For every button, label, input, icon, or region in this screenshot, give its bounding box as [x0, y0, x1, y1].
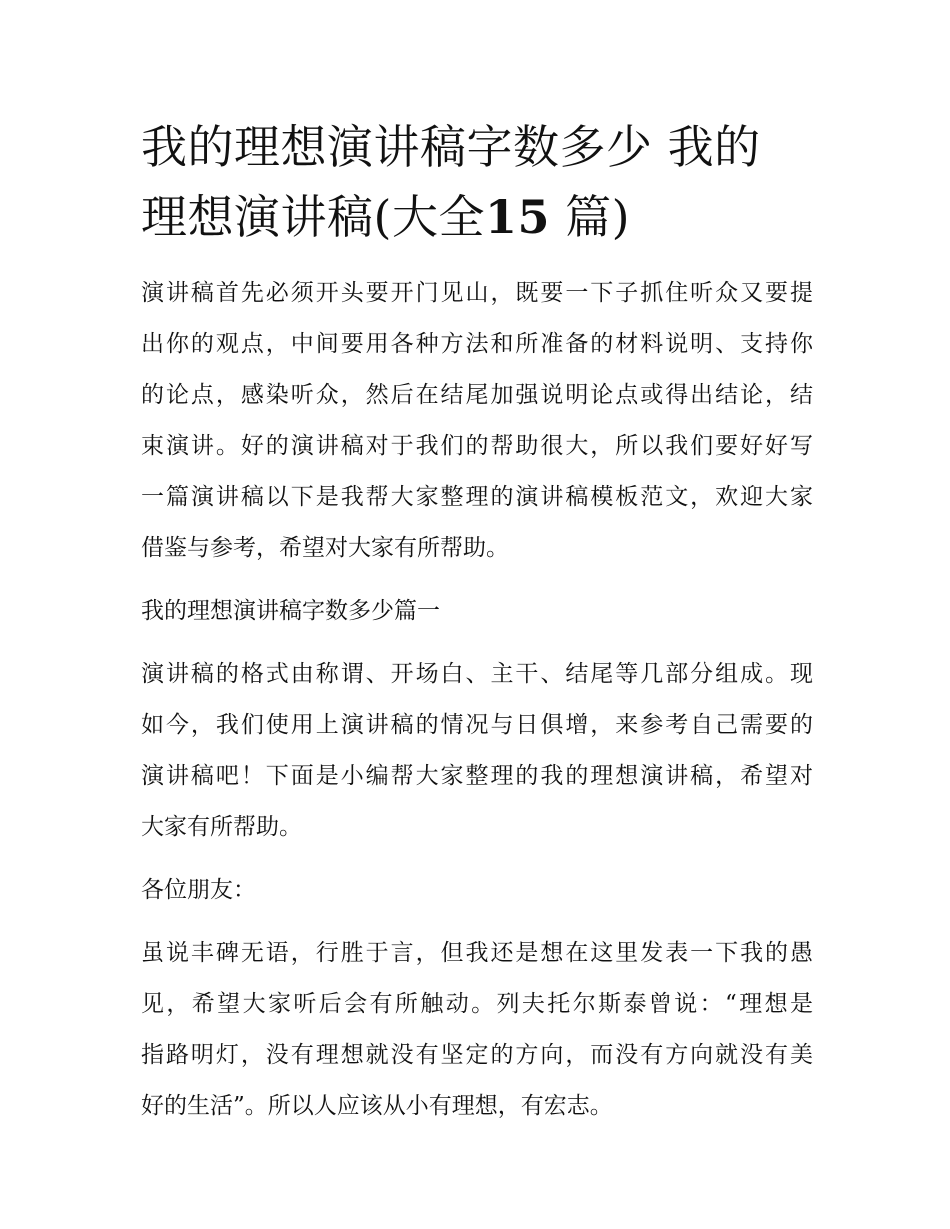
paragraph-line: 演讲稿的格式由称谓、开场白、主干、结尾等几部分组成。现: [141, 661, 813, 687]
paragraph-line: 我的理想演讲稿字数多少篇一: [141, 598, 440, 624]
paragraph: [141, 268, 813, 574]
paragraph-list: [141, 268, 813, 1132]
paragraph: [141, 649, 813, 853]
title-text-part2: 理想演讲稿(大全: [141, 190, 485, 244]
document-title: [141, 112, 813, 252]
paragraph-line: 指路明灯，没有理想就没有坚定的方向，而没有方向就没有美: [141, 1042, 813, 1068]
paragraph-line: 的论点，感染听众，然后在结尾加强说明论点或得出结论，结: [141, 382, 813, 408]
paragraph-line: 一篇演讲稿以下是我帮大家整理的演讲稿模板范文，欢迎大家: [141, 484, 813, 510]
paragraph-line: 虽说丰碑无语，行胜于言，但我还是想在这里发表一下我的愚: [141, 940, 813, 966]
title-text-part3: 篇): [565, 190, 631, 244]
paragraph-line: 大家有所帮助。: [141, 814, 302, 840]
paragraph-line: 见，希望大家听后会有所触动。列夫托尔斯泰曾说：“理想是: [141, 991, 813, 1017]
paragraph-line: 演讲稿首先必须开头要开门见山，既要一下子抓住听众又要提: [141, 280, 813, 306]
paragraph-line: 借鉴与参考，希望对大家有所帮助。: [141, 535, 509, 561]
paragraph-line: 好的生活”。所以人应该从小有理想，有宏志。: [141, 1093, 613, 1119]
paragraph-line: 如今，我们使用上演讲稿的情况与日俱增，来参考自己需要的: [141, 712, 813, 738]
title-number: 15: [484, 190, 550, 244]
paragraph: [141, 928, 813, 1132]
title-text-part1: 我的理想演讲稿字数多少 我的: [141, 120, 761, 174]
document-content: [141, 112, 813, 1132]
paragraph: [141, 586, 813, 637]
paragraph-line: 束演讲。好的演讲稿对于我们的帮助很大，所以我们要好好写: [141, 433, 813, 459]
paragraph-line: 各位朋友：: [141, 877, 256, 903]
paragraph-line: 出你的观点，中间要用各种方法和所准备的材料说明、支持你: [141, 331, 813, 357]
paragraph-line: 演讲稿吧！下面是小编帮大家整理的我的理想演讲稿，希望对: [141, 763, 813, 789]
paragraph: [141, 865, 813, 916]
